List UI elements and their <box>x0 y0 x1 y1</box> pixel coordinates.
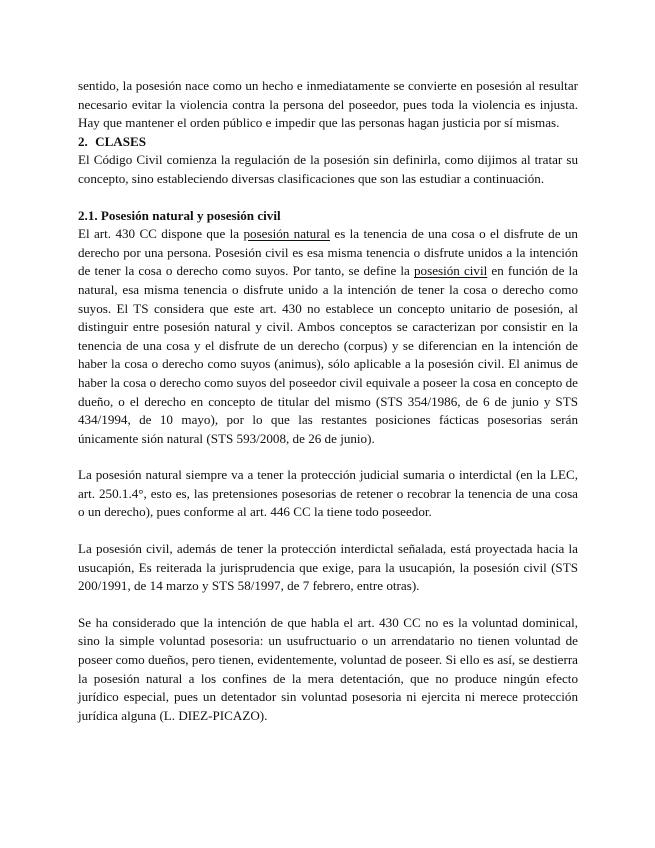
spacer <box>78 522 578 540</box>
text-run: es la tenencia de una cosa o el disfrute de un derecho por una persona. Posesión civil es esa misma tenencia o disfrute unidos a la intención de tener la cosa o derecho como suyos. Por tanto, se define la <box>78 226 578 279</box>
section-title: CLASES <box>95 133 147 149</box>
text-run: El art. 430 CC dispone que la <box>78 226 244 242</box>
spacer <box>78 448 578 466</box>
text-run: en función de la natural, esa misma tenencia o disfrute unido a la intención de tener la cosa o derecho como suyos. El TS considera que este art. 430 no establece un concepto unitario de posesión, al distinguir entre posesión natural y civil. Ambos conceptos se caracterizan por consistir en la tenencia de una cosa y el disfrute de un derecho (corpus) y se diferencian en la intención de haber la cosa o derecho como suyos (animus), sólo aplicable a la posesión civil. El animus de haber la cosa o derecho como suyos del poseedor civil equivale a poseer la cosa en concepto de dueño, o el derecho en concepto de titular del mismo (STS 354/1986, de 6 de junio y STS 434/1994, de 10 mayo), por lo que las restantes posiciones fácticas posesorias serán únicamente sión natural (STS 593/2008, de 26 de junio). <box>78 263 578 446</box>
intro-paragraph: sentido, la posesión nace como un hecho e inmediatamente se convierte en posesión al resultar necesario evitar la violencia contra la persona del poseedor, pues toda la violencia es injusta. Hay que mantener el orden público e impedir que las personas hagan justicia por sí mismas. <box>78 78 578 131</box>
clases-paragraph: El Código Civil comienza la regulación de la posesión sin definirla, como dijimos al tratar su concepto, sino estableciendo diversas clasificaciones que son las estudiar a continuación. <box>78 152 578 186</box>
paragraph-intencion: Se ha considerado que la intención de que habla el art. 430 CC no es la voluntad dominical, sino la simple voluntad posesoria: un usufructuario o un arrendatario no tienen voluntad de poseer como dueños, pero tienen, evidentemente, voluntad de poseer. Si ello es así, se destierra la posesión natural a los confines de la mera detentación, que no produce ningún efecto jurídico especial, pues un detentador sin voluntad posesoria ni ejercita ni merece protección jurídica alguna (L. DIEZ-PICAZO). <box>78 614 578 723</box>
paragraph-posesion-civil: La posesión civil, además de tener la protección interdictal señalada, está proyectada hacia la usucapión, Es reiterada la jurisprudencia que exige, para la usucapión, la posesión civil (STS 200/1991, de 14 marzo y STS 58/1997, de 7 febrero, entre otras). <box>78 541 578 594</box>
spacer <box>78 596 578 614</box>
subsection-heading: 2.1. Posesión natural y posesión civil <box>78 207 281 223</box>
spacer <box>78 189 578 207</box>
section-heading-clases <box>78 133 578 152</box>
document-body <box>78 77 578 725</box>
term-posesion-civil: posesión civil <box>414 263 488 279</box>
term-posesion-natural: posesión natural <box>243 226 331 242</box>
section-number: 2. <box>78 133 88 149</box>
paragraph-art-430 <box>78 225 578 448</box>
paragraph-posesion-natural: La posesión natural siempre va a tener la protección judicial sumaria o interdictal (en la LEC, art. 250.1.4°, esto es, las pretensiones posesorias de retener o recobrar la tenencia de una cosa o un derecho), pues conforme al art. 446 CC la tiene todo poseedor. <box>78 467 578 520</box>
